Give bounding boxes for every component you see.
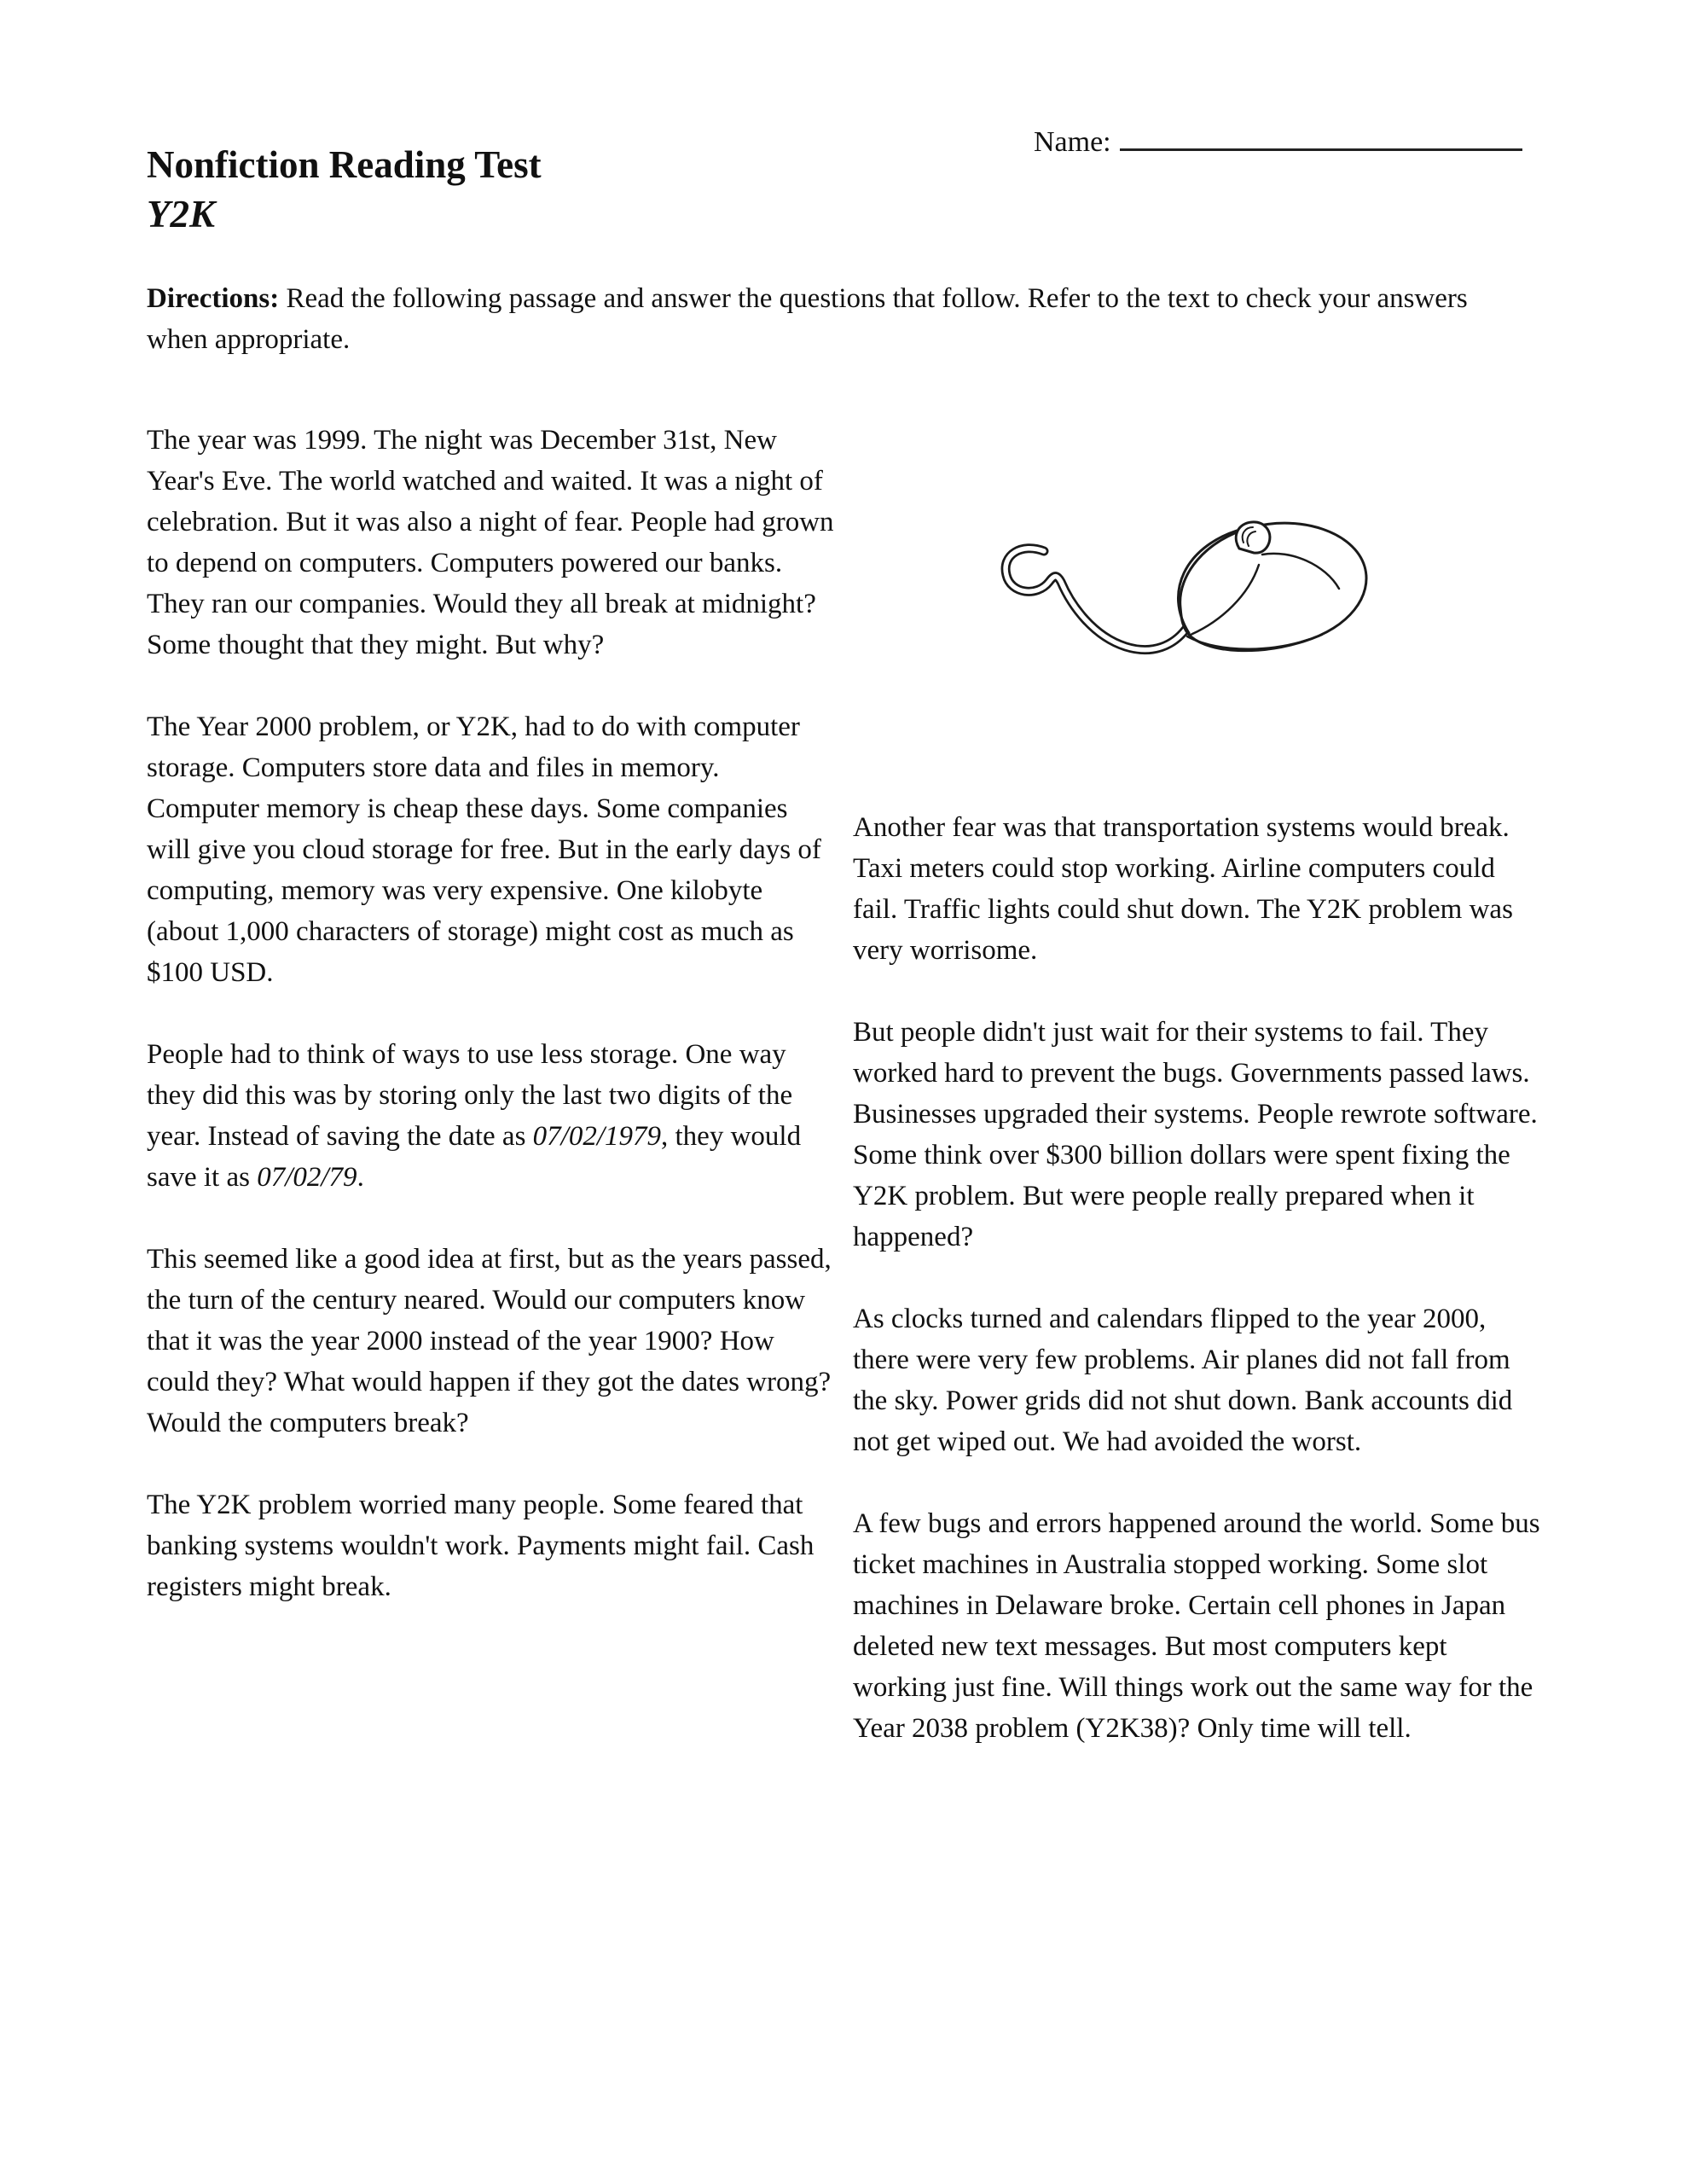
name-label: Name: [1034, 126, 1111, 158]
passage-paragraph: Another fear was that transportation systems would break. Taxi meters could stop working. Airline computers could fail. Traffic lights could shut down. The Y2K problem was very worrisome. [853, 812, 1513, 966]
directions [147, 278, 1511, 360]
worksheet-subtitle: Y2K [147, 193, 216, 235]
passage-left-column [147, 420, 834, 1607]
passage-paragraph: People had to think of ways to use less storage. One way they did this was by storing only the last two digits of the year. Instead of saving the date as 07/02/1979, they would save it as 07/02/79. [147, 1039, 802, 1193]
directions-text: Read the following passage and answer the questions that follow. Refer to the text to check your answers when appropriate. [147, 283, 1468, 355]
directions-label: Directions: [147, 283, 280, 314]
worksheet-title: Nonfiction Reading Test [147, 143, 542, 186]
passage-paragraph: As clocks turned and calendars flipped to the year 2000, there were very few problems. Air planes did not fall from the sky. Power grids did not shut down. Bank accounts did not get wiped out. We had avoided the worst. [853, 1304, 1513, 1457]
passage-paragraph: This seemed like a good idea at first, but as the years passed, the turn of the century neared. Would our computers know that it was the year 2000 instead of the year 1900? How could they? What would happen if they got the dates wrong? Would the computers break? [147, 1244, 832, 1438]
name-blank-line [1120, 119, 1522, 151]
computer-mouse-icon [988, 502, 1380, 689]
passage-paragraph: The Year 2000 problem, or Y2K, had to do with computer storage. Computers store data and files in memory. Computer memory is cheap these days. Some companies will give you cloud storage for free. But in the early days of computing, memory was very expensive. One kilobyte (about 1,000 characters of storage) might cost as much as $100 USD. [147, 712, 821, 988]
name-row [1034, 119, 1522, 159]
passage-paragraph: The Y2K problem worried many people. Some feared that banking systems wouldn't work. Payments might fail. Cash registers might break. [147, 1490, 815, 1602]
passage-paragraph: A few bugs and errors happened around the world. Some bus ticket machines in Australia stopped working. Some slot machines in Delaware broke. Certain cell phones in Japan deleted new text messages. But most computers kept working just fine. Will things work out the same way for the Year 2038 problem (Y2K38)? Only time will tell. [853, 1508, 1540, 1744]
passage-right-column [853, 420, 1540, 1749]
passage-paragraph: But people didn't just wait for their systems to fail. They worked hard to prevent the bugs. Governments passed laws. Businesses upgraded their systems. People rewrote software. Some think over $300 billion dollars were spent fixing the Y2K problem. But were people really prepared when it happened? [853, 1017, 1538, 1252]
passage-paragraph: The year was 1999. The night was December 31st, New Year's Eve. The world watched and waited. It was a night of celebration. But it was also a night of fear. People had grown to depend on computers. Computers powered our banks. They ran our companies. Would they all break at midnight? Some thought that they might. But why? [147, 425, 834, 660]
